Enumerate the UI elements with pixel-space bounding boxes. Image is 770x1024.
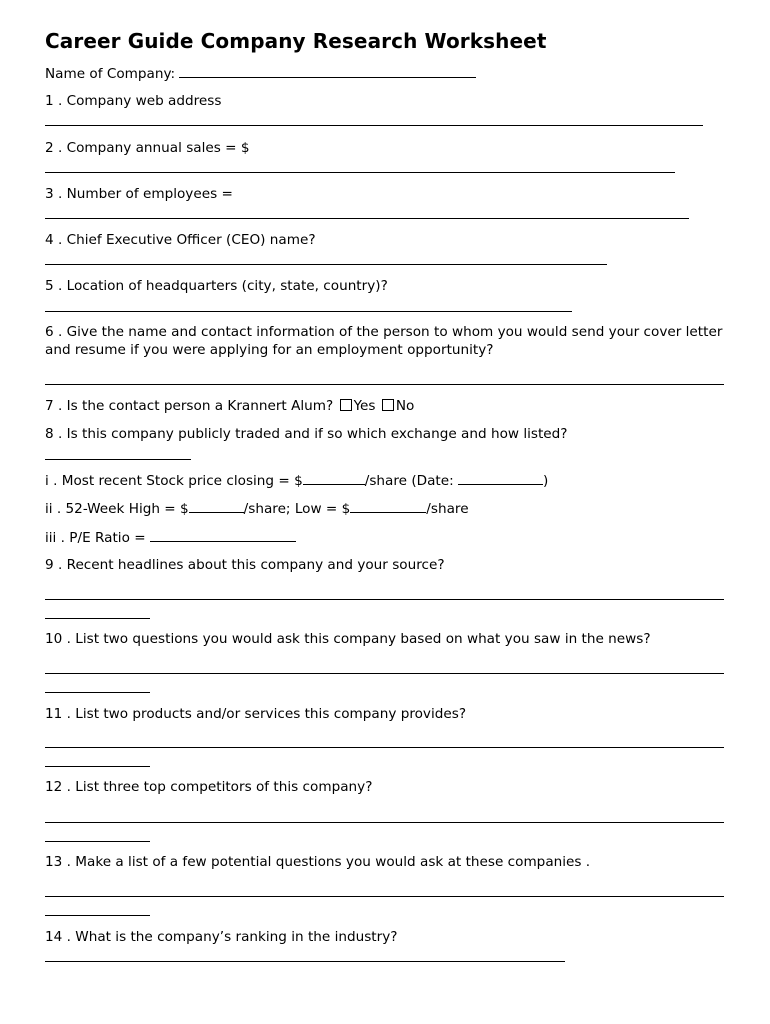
answer-line-11a[interactable] [45, 747, 724, 748]
answer-line-10a[interactable] [45, 673, 724, 674]
stock-price-blank[interactable] [303, 471, 365, 485]
question-12: 12 . List three top competitors of this company? [45, 779, 373, 795]
question-8: 8 . Is this company publicly traded and if so which exchange and how listed? [45, 426, 568, 442]
question-9: 9 . Recent headlines about this company and your source? [45, 557, 445, 573]
question-2: 2 . Company annual sales = $ [45, 140, 250, 156]
answer-line-11b[interactable] [45, 766, 150, 767]
answer-line-8[interactable] [45, 459, 191, 460]
week-low-unit: /share [426, 501, 469, 517]
question-10: 10 . List two questions you would ask this company based on what you saw in the news? [45, 631, 651, 647]
no-checkbox[interactable] [382, 399, 394, 411]
answer-line-5[interactable] [45, 311, 572, 312]
answer-line-12b[interactable] [45, 841, 150, 842]
no-label: No [395, 398, 415, 414]
yes-label: Yes [353, 398, 376, 414]
answer-line-10b[interactable] [45, 692, 150, 693]
week-low-blank[interactable] [350, 499, 426, 513]
question-1: 1 . Company web address [45, 93, 222, 109]
answer-line-6[interactable] [45, 384, 724, 385]
pe-ratio-blank[interactable] [150, 528, 296, 542]
answer-line-9a[interactable] [45, 599, 724, 600]
question-7-row [45, 397, 414, 415]
answer-line-4[interactable] [45, 264, 607, 265]
company-name-blank[interactable] [179, 64, 476, 78]
answer-line-3[interactable] [45, 218, 689, 219]
pe-ratio-row [45, 528, 296, 547]
question-5: 5 . Location of headquarters (city, state, country)? [45, 278, 388, 294]
question-14: 14 . What is the company’s ranking in the industry? [45, 929, 398, 945]
stock-price-row [45, 471, 548, 490]
week-high-blank[interactable] [189, 499, 244, 513]
question-7: 7 . Is the contact person a Krannert Alum? [45, 398, 334, 414]
answer-line-12a[interactable] [45, 822, 724, 823]
answer-line-13a[interactable] [45, 896, 724, 897]
week-high-low-row [45, 499, 469, 518]
stock-date-close: ) [543, 473, 549, 489]
answer-line-14[interactable] [45, 961, 565, 962]
worksheet-title: Career Guide Company Research Worksheet [45, 29, 547, 53]
stock-date-blank[interactable] [458, 471, 543, 485]
week-low-label: /share; Low = $ [243, 501, 351, 517]
question-3: 3 . Number of employees = [45, 186, 233, 202]
answer-line-1[interactable] [45, 125, 703, 126]
company-name-label: Name of Company: [45, 66, 176, 82]
stock-price-label: i . Most recent Stock price closing = $ [45, 473, 303, 489]
stock-date-label: /share (Date: [364, 473, 454, 489]
answer-line-2[interactable] [45, 172, 675, 173]
answer-line-13b[interactable] [45, 915, 150, 916]
company-name-row [45, 64, 476, 83]
pe-ratio-label: iii . P/E Ratio = [45, 530, 146, 546]
yes-checkbox[interactable] [340, 399, 352, 411]
answer-line-9b[interactable] [45, 618, 150, 619]
question-6: 6 . Give the name and contact information of the person to whom you would send your cover letter and resume if you were applying for an employment opportunity? [45, 324, 723, 358]
week-high-label: ii . 52-Week High = $ [45, 501, 189, 517]
question-4: 4 . Chief Executive Officer (CEO) name? [45, 232, 316, 248]
question-13: 13 . Make a list of a few potential questions you would ask at these companies . [45, 854, 591, 870]
question-11: 11 . List two products and/or services this company provides? [45, 706, 467, 722]
